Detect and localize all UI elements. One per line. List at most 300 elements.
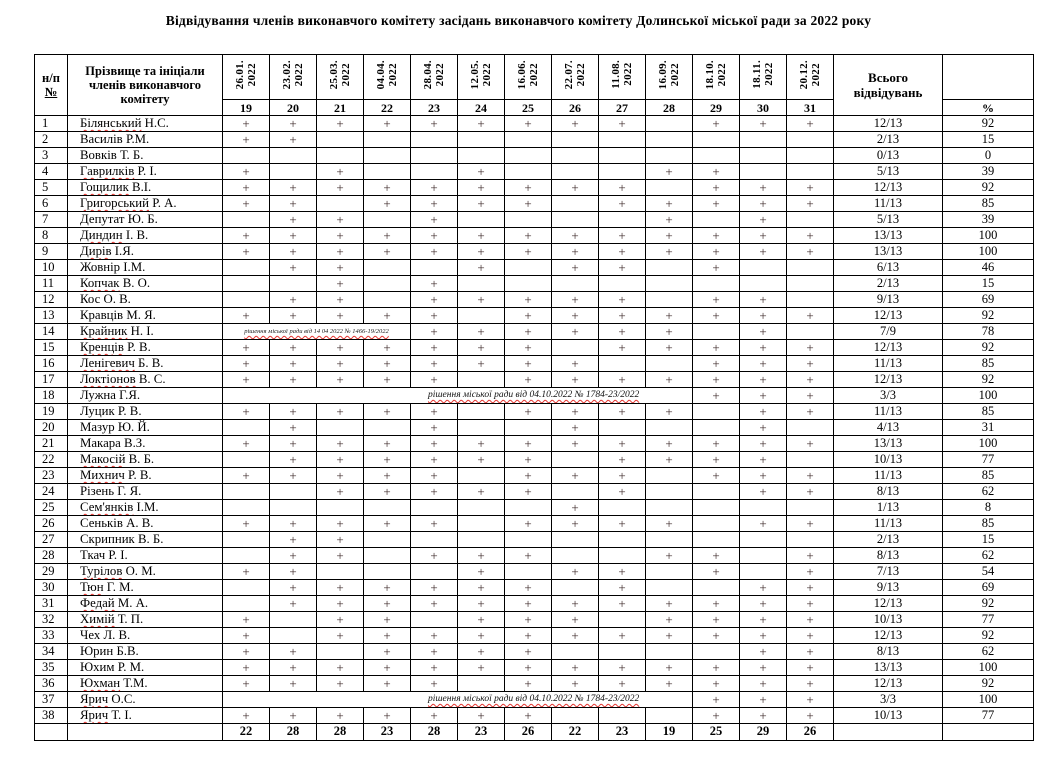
member-surname: Макара [80, 435, 121, 450]
attendance-mark-cell: + [223, 564, 270, 580]
col-header-date [270, 55, 317, 100]
attendance-mark-cell: + [740, 228, 787, 244]
attendance-mark-cell: + [364, 516, 411, 532]
attendance-mark-cell [787, 276, 834, 292]
date-year: 2022 [622, 62, 634, 87]
attendance-mark-cell: + [317, 356, 364, 372]
member-row [35, 132, 1034, 148]
col-header-meeting-number: 19 [223, 100, 270, 116]
attendance-mark-cell: + [317, 516, 364, 532]
attendance-mark-cell [552, 132, 599, 148]
date-rotated-text [469, 60, 493, 90]
attendance-mark-cell: + [787, 404, 834, 420]
member-initials: В. О. [122, 275, 151, 290]
attendance-mark-cell [317, 564, 364, 580]
attendance-mark-cell: + [787, 228, 834, 244]
total-attendance-cell: 10/13 [834, 612, 943, 628]
row-number-cell: 3 [35, 148, 68, 164]
attendance-mark-cell: + [223, 436, 270, 452]
total-attendance-cell: 7/9 [834, 324, 943, 340]
attendance-mark-cell: + [317, 276, 364, 292]
attendance-mark-cell: + [317, 340, 364, 356]
attendance-mark-cell: + [364, 660, 411, 676]
percent-cell: 0 [943, 148, 1034, 164]
attendance-mark-cell: + [552, 676, 599, 692]
member-name-cell [68, 276, 223, 292]
attendance-mark-cell: + [505, 404, 552, 420]
member-surname: Депутат [80, 211, 125, 226]
attendance-mark-cell: + [693, 596, 740, 612]
attendance-mark-cell: + [270, 660, 317, 676]
attendance-mark-cell: + [270, 516, 317, 532]
percent-cell: 62 [943, 484, 1034, 500]
attendance-mark-cell: + [552, 308, 599, 324]
date-rotated-text [234, 60, 258, 90]
attendance-mark-cell: + [552, 116, 599, 132]
attendance-mark-cell: + [317, 180, 364, 196]
attendance-mark-cell [505, 564, 552, 580]
attendance-mark-cell: + [740, 420, 787, 436]
date-rotated-text [657, 60, 681, 90]
col-header-number [35, 55, 68, 116]
attendance-mark-cell: + [458, 356, 505, 372]
attendance-mark-cell: + [740, 340, 787, 356]
attendance-mark-cell [599, 148, 646, 164]
attendance-mark-cell: + [223, 468, 270, 484]
attendance-mark-cell: + [740, 180, 787, 196]
attendance-mark-cell: + [740, 628, 787, 644]
attendance-mark-cell: + [505, 580, 552, 596]
date-day-month: 22.07. [563, 59, 575, 90]
member-initials: Г. Я. [117, 483, 142, 498]
attendance-mark-cell [552, 340, 599, 356]
member-initials: Р. В. [127, 467, 152, 482]
attendance-mark-cell: + [364, 308, 411, 324]
percent-cell: 100 [943, 436, 1034, 452]
attendance-mark-cell: + [599, 116, 646, 132]
member-row [35, 340, 1034, 356]
attendance-mark-cell [458, 212, 505, 228]
attendance-mark-cell: + [458, 164, 505, 180]
total-attendance-cell: 13/13 [834, 660, 943, 676]
member-initials: Г. М. [106, 579, 134, 594]
attendance-mark-cell: + [270, 292, 317, 308]
attendance-mark-cell [693, 532, 740, 548]
attendance-mark-cell: + [411, 308, 458, 324]
attendance-mark-cell [693, 500, 740, 516]
member-name-cell [68, 308, 223, 324]
attendance-mark-cell: + [411, 644, 458, 660]
attendance-mark-cell: + [458, 628, 505, 644]
date-year: 2022 [340, 62, 352, 87]
date-rotated-text [516, 60, 540, 90]
member-initials: Ю. Й. [117, 419, 150, 434]
attendance-mark-cell: + [317, 404, 364, 420]
attendance-mark-cell [740, 500, 787, 516]
attendance-mark-cell: + [411, 244, 458, 260]
member-surname: Сеньків [80, 515, 123, 530]
attendance-mark-cell: + [552, 244, 599, 260]
total-attendance-cell: 12/13 [834, 372, 943, 388]
attendance-mark-cell: + [411, 196, 458, 212]
attendance-mark-cell: + [552, 660, 599, 676]
row-number-cell: 15 [35, 340, 68, 356]
attendance-mark-cell: + [364, 372, 411, 388]
attendance-mark-cell [364, 420, 411, 436]
member-name-cell [68, 292, 223, 308]
attendance-mark-cell: + [646, 196, 693, 212]
attendance-mark-cell [411, 164, 458, 180]
attendance-mark-cell: + [599, 340, 646, 356]
attendance-mark-cell: + [270, 356, 317, 372]
attendance-mark-cell: + [411, 212, 458, 228]
attendance-mark-cell: + [317, 164, 364, 180]
attendance-mark-cell [364, 148, 411, 164]
member-name-cell [68, 228, 223, 244]
member-row [35, 692, 1034, 708]
attendance-mark-cell: + [787, 644, 834, 660]
attendance-mark-cell [693, 324, 740, 340]
attendance-mark-cell [458, 308, 505, 324]
attendance-mark-cell: + [458, 580, 505, 596]
date-day-month: 28.04. [422, 59, 434, 90]
attendance-mark-cell: + [693, 452, 740, 468]
attendance-mark-cell: + [646, 324, 693, 340]
total-attendance-cell: 2/13 [834, 532, 943, 548]
attendance-mark-cell: + [505, 484, 552, 500]
total-attendance-cell: 12/13 [834, 676, 943, 692]
date-year: 2022 [810, 62, 822, 87]
attendance-mark-cell: + [223, 676, 270, 692]
percent-cell: 92 [943, 596, 1034, 612]
member-initials: Р. А. [152, 195, 177, 210]
col-header-meeting-number: 31 [787, 100, 834, 116]
attendance-mark-cell [505, 164, 552, 180]
attendance-mark-cell: + [505, 228, 552, 244]
attendance-mark-cell [270, 500, 317, 516]
total-attendance-cell: 11/13 [834, 404, 943, 420]
attendance-mark-cell: + [740, 212, 787, 228]
attendance-mark-cell [740, 276, 787, 292]
attendance-mark-cell [740, 164, 787, 180]
date-day-month: 23.02. [281, 59, 293, 90]
attendance-mark-cell [411, 260, 458, 276]
attendance-mark-cell: + [270, 708, 317, 724]
percent-cell: 39 [943, 212, 1034, 228]
member-surname: Вовків [80, 147, 117, 162]
member-surname: Гаврилків [80, 163, 135, 178]
attendance-mark-cell [364, 500, 411, 516]
attendance-mark-cell: + [693, 116, 740, 132]
attendance-mark-cell: + [458, 708, 505, 724]
attendance-mark-cell: + [787, 180, 834, 196]
attendance-mark-cell [646, 500, 693, 516]
attendance-mark-cell: + [223, 660, 270, 676]
member-row [35, 676, 1034, 692]
attendance-mark-cell [223, 548, 270, 564]
member-name-cell [68, 260, 223, 276]
attendance-mark-cell: + [223, 516, 270, 532]
date-year: 2022 [763, 62, 775, 87]
attendance-mark-cell [646, 356, 693, 372]
col-header-date [223, 55, 270, 100]
member-name-cell [68, 116, 223, 132]
attendance-mark-cell [599, 500, 646, 516]
row-number-cell: 13 [35, 308, 68, 324]
member-row [35, 596, 1034, 612]
row-number-cell: 37 [35, 692, 68, 708]
member-initials: Р.М. [125, 131, 150, 146]
percent-cell: 85 [943, 356, 1034, 372]
member-surname: Михнич [80, 467, 125, 482]
member-surname: Тюн [80, 579, 104, 594]
member-surname: Копчак [80, 275, 120, 290]
attendance-mark-cell: + [505, 340, 552, 356]
attendance-mark-cell: + [599, 436, 646, 452]
member-initials: Н.С. [144, 115, 169, 130]
attendance-mark-cell: + [787, 596, 834, 612]
attendance-mark-cell: + [740, 676, 787, 692]
column-total-cell: 22 [552, 724, 599, 741]
member-name-cell [68, 532, 223, 548]
attendance-mark-cell [458, 516, 505, 532]
attendance-mark-cell [270, 148, 317, 164]
attendance-mark-cell: + [505, 308, 552, 324]
attendance-mark-cell [646, 276, 693, 292]
attendance-mark-cell [270, 628, 317, 644]
member-row [35, 212, 1034, 228]
attendance-mark-cell: + [223, 244, 270, 260]
attendance-mark-cell: + [693, 292, 740, 308]
row-number-cell: 6 [35, 196, 68, 212]
attendance-mark-cell: + [787, 660, 834, 676]
attendance-mark-cell [599, 276, 646, 292]
date-year: 2022 [575, 62, 587, 87]
col-header-meeting-number: 29 [693, 100, 740, 116]
attendance-mark-cell: + [599, 596, 646, 612]
attendance-mark-cell: + [552, 180, 599, 196]
member-row [35, 292, 1034, 308]
member-name-cell [68, 612, 223, 628]
col-header-meeting-number: 26 [552, 100, 599, 116]
attendance-mark-cell: + [787, 548, 834, 564]
attendance-mark-cell: + [787, 436, 834, 452]
attendance-mark-cell: + [599, 324, 646, 340]
attendance-mark-cell [411, 532, 458, 548]
row-number-cell: 20 [35, 420, 68, 436]
member-surname: Білянський [80, 115, 142, 130]
attendance-mark-cell: + [364, 196, 411, 212]
attendance-mark-cell: + [552, 500, 599, 516]
member-row [35, 324, 1034, 340]
percent-cell: 77 [943, 708, 1034, 724]
member-initials: О. В. [103, 291, 131, 306]
attendance-mark-cell [693, 516, 740, 532]
attendance-mark-cell [693, 132, 740, 148]
attendance-mark-cell: + [646, 628, 693, 644]
attendance-mark-cell: + [599, 228, 646, 244]
member-initials: В. Б. [128, 451, 155, 466]
total-attendance-cell: 13/13 [834, 436, 943, 452]
member-row [35, 180, 1034, 196]
attendance-mark-cell: + [458, 324, 505, 340]
member-row [35, 548, 1034, 564]
percent-cell: 54 [943, 564, 1034, 580]
col-header-meeting-number: 24 [458, 100, 505, 116]
attendance-mark-cell [740, 148, 787, 164]
member-row [35, 484, 1034, 500]
attendance-mark-cell: + [740, 436, 787, 452]
attendance-mark-cell: + [364, 596, 411, 612]
attendance-mark-cell: + [646, 228, 693, 244]
attendance-mark-cell [787, 292, 834, 308]
date-year: 2022 [434, 62, 446, 87]
attendance-mark-cell [505, 276, 552, 292]
total-attendance-cell: 12/13 [834, 116, 943, 132]
attendance-mark-cell [646, 132, 693, 148]
attendance-mark-cell: + [411, 292, 458, 308]
date-year: 2022 [716, 62, 728, 87]
attendance-mark-cell [646, 468, 693, 484]
attendance-mark-cell: + [458, 436, 505, 452]
member-row [35, 500, 1034, 516]
member-surname: Лужна [80, 387, 116, 402]
attendance-mark-cell: + [740, 692, 787, 708]
attendance-mark-cell [552, 196, 599, 212]
attendance-mark-cell: + [364, 356, 411, 372]
member-initials: Т. Б. [120, 147, 144, 162]
attendance-mark-cell [364, 292, 411, 308]
row-number-cell: 24 [35, 484, 68, 500]
attendance-mark-cell: + [411, 628, 458, 644]
attendance-mark-cell: + [270, 580, 317, 596]
member-name-cell [68, 132, 223, 148]
attendance-mark-cell [646, 644, 693, 660]
member-initials: В. С. [138, 371, 166, 386]
col-header-date [693, 55, 740, 100]
total-attendance-cell: 8/13 [834, 548, 943, 564]
attendance-mark-cell: + [599, 244, 646, 260]
column-total-cell: 28 [411, 724, 458, 741]
member-surname: Диндин [80, 227, 123, 242]
attendance-mark-cell: + [693, 628, 740, 644]
attendance-mark-cell [552, 452, 599, 468]
attendance-mark-cell: + [740, 612, 787, 628]
attendance-mark-cell: + [317, 228, 364, 244]
attendance-mark-cell: + [646, 436, 693, 452]
member-row [35, 308, 1034, 324]
attendance-mark-cell: + [223, 132, 270, 148]
member-surname: Чех [80, 627, 101, 642]
attendance-mark-cell: + [693, 676, 740, 692]
attendance-mark-cell: + [411, 340, 458, 356]
attendance-mark-cell: + [693, 340, 740, 356]
percent-cell: 15 [943, 132, 1034, 148]
attendance-mark-cell [552, 708, 599, 724]
attendance-mark-cell: + [552, 292, 599, 308]
percent-cell: 39 [943, 164, 1034, 180]
attendance-mark-cell: + [599, 580, 646, 596]
member-name-cell [68, 692, 223, 708]
percent-cell: 77 [943, 612, 1034, 628]
attendance-mark-cell: + [270, 196, 317, 212]
attendance-mark-cell: + [693, 164, 740, 180]
member-surname: Гощилик [80, 179, 129, 194]
date-day-month: 26.01. [234, 59, 246, 90]
member-name-cell [68, 404, 223, 420]
attendance-mark-cell: + [552, 628, 599, 644]
member-surname: Скрипник [80, 531, 135, 546]
attendance-mark-cell: + [505, 516, 552, 532]
member-initials: А. В. [126, 515, 154, 530]
attendance-mark-cell: + [317, 308, 364, 324]
attendance-mark-cell: + [740, 484, 787, 500]
member-row [35, 452, 1034, 468]
member-initials: О.С. [111, 691, 136, 706]
attendance-mark-cell [740, 132, 787, 148]
attendance-mark-cell [364, 564, 411, 580]
attendance-mark-cell [552, 484, 599, 500]
member-initials: В.І. [132, 179, 152, 194]
member-initials: Б. В. [137, 355, 164, 370]
member-surname: Жовнір [80, 259, 121, 274]
attendance-mark-cell: + [740, 372, 787, 388]
member-row [35, 372, 1034, 388]
attendance-mark-cell [693, 212, 740, 228]
column-total-cell: 26 [505, 724, 552, 741]
attendance-mark-cell: + [693, 196, 740, 212]
attendance-mark-cell [552, 164, 599, 180]
total-attendance-cell: 5/13 [834, 164, 943, 180]
column-total-cell: 23 [458, 724, 505, 741]
attendance-mark-cell [599, 548, 646, 564]
attendance-mark-cell [223, 276, 270, 292]
col-header-date [505, 55, 552, 100]
attendance-mark-cell: + [411, 372, 458, 388]
attendance-mark-cell: + [270, 676, 317, 692]
member-initials: Н. І. [130, 323, 154, 338]
attendance-mark-cell: + [458, 660, 505, 676]
attendance-mark-cell [458, 532, 505, 548]
member-name-cell [68, 420, 223, 436]
attendance-mark-cell [787, 420, 834, 436]
row-number-cell: 17 [35, 372, 68, 388]
attendance-mark-cell: + [458, 644, 505, 660]
percent-cell: 85 [943, 468, 1034, 484]
attendance-mark-cell [693, 276, 740, 292]
attendance-mark-cell: + [458, 548, 505, 564]
row-number-cell: 14 [35, 324, 68, 340]
member-initials: І.Я. [114, 243, 134, 258]
attendance-mark-cell: + [599, 292, 646, 308]
col-header-meeting-number: 21 [317, 100, 364, 116]
member-row [35, 612, 1034, 628]
member-initials: І.М. [136, 499, 159, 514]
col-header-date [364, 55, 411, 100]
attendance-mark-cell: + [787, 676, 834, 692]
attendance-mark-cell [364, 260, 411, 276]
attendance-mark-cell: + [270, 644, 317, 660]
attendance-mark-cell [411, 148, 458, 164]
member-initials: І.М. [123, 259, 146, 274]
attendance-mark-cell [364, 548, 411, 564]
attendance-mark-cell: + [787, 516, 834, 532]
attendance-mark-cell: + [552, 228, 599, 244]
attendance-mark-cell: + [740, 292, 787, 308]
column-total-cell: 23 [364, 724, 411, 741]
member-surname: Химій [80, 611, 115, 626]
attendance-mark-cell: + [505, 372, 552, 388]
